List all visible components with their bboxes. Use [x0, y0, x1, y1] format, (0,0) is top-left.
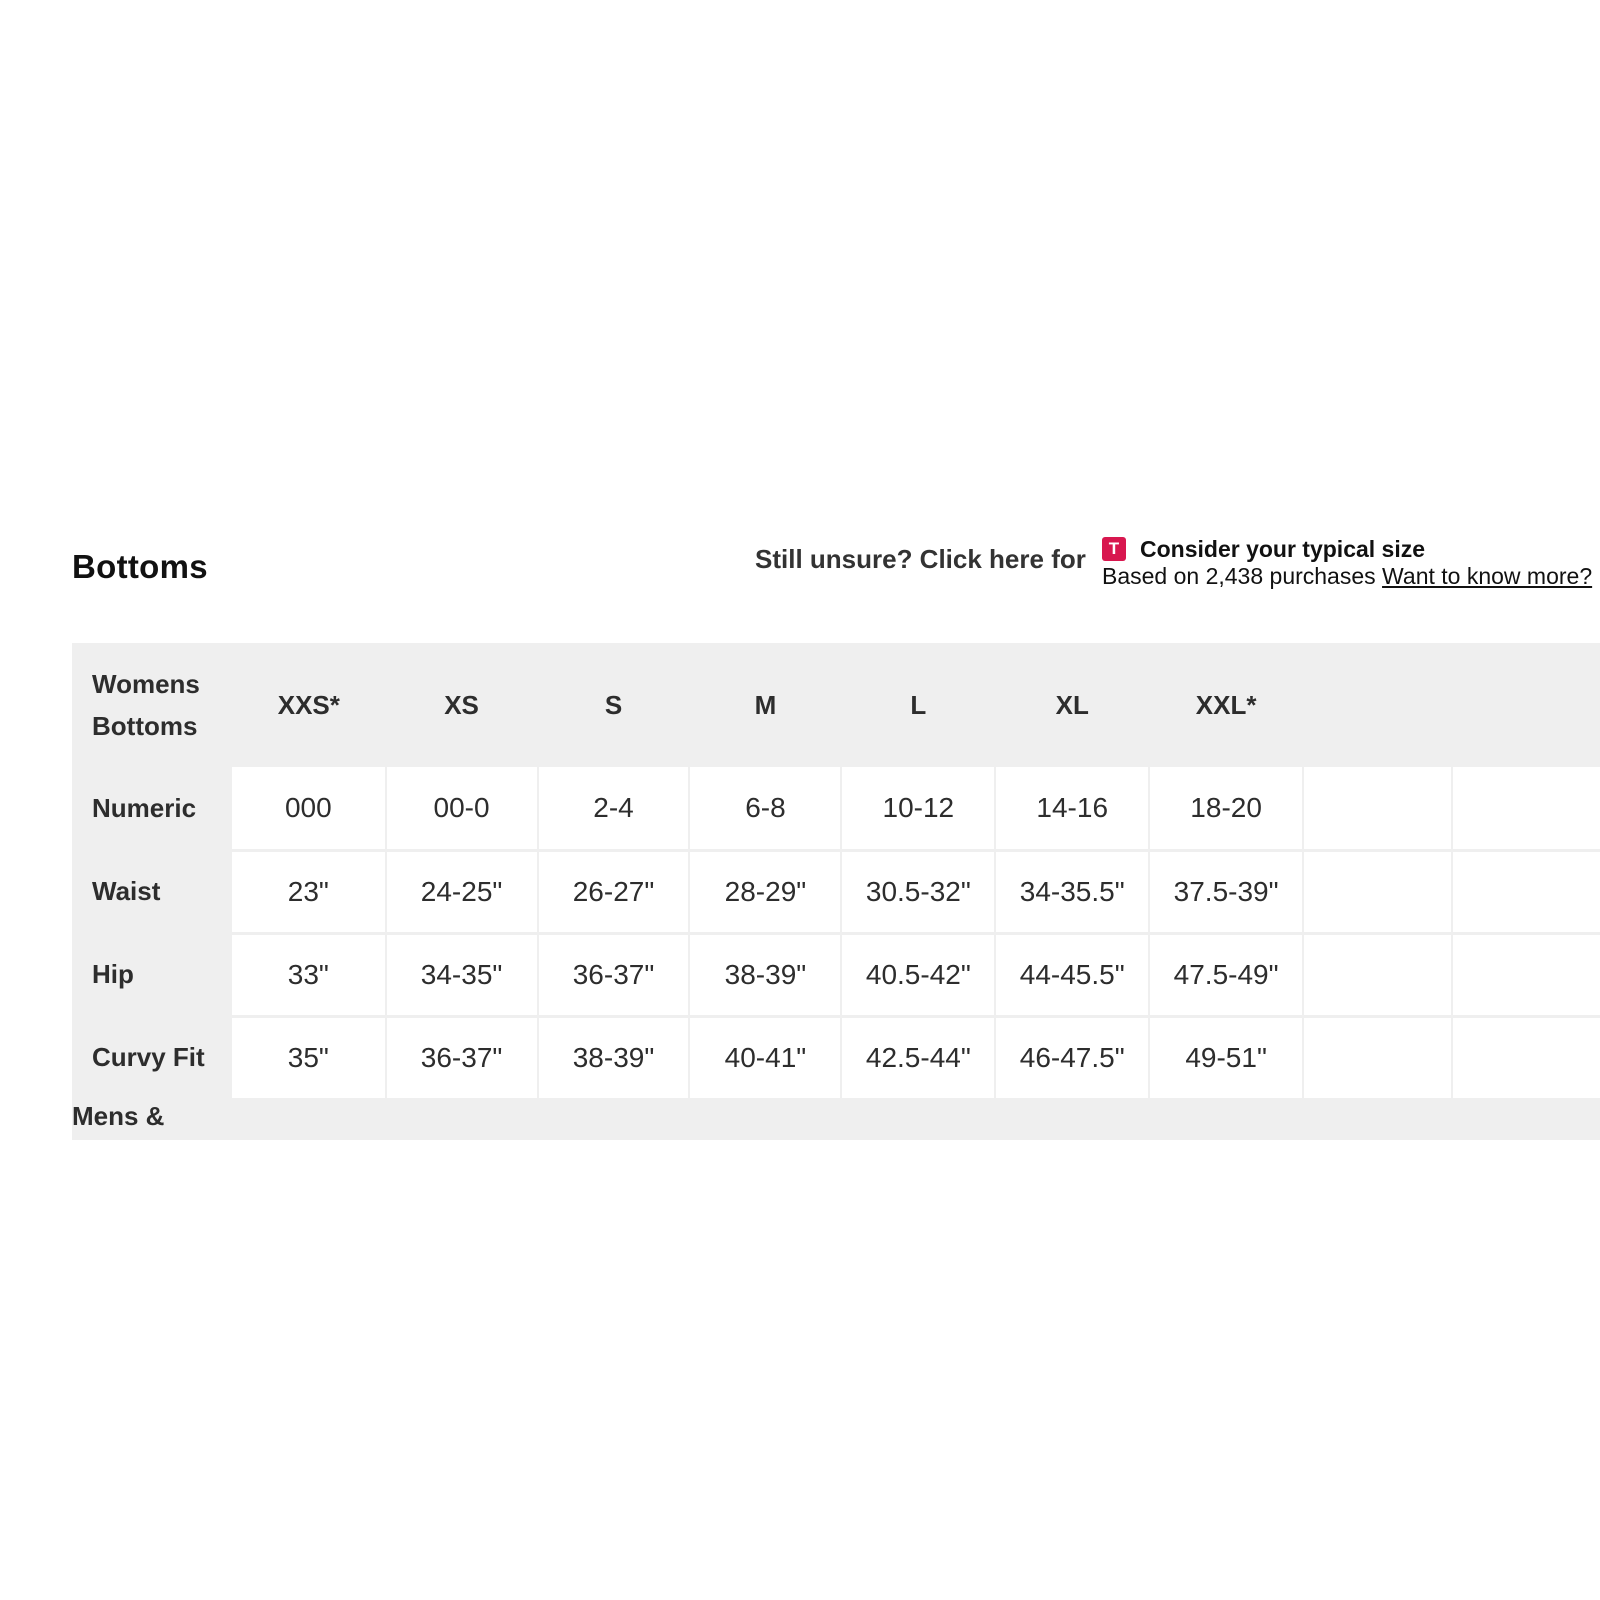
- table-cell: 36-37": [538, 933, 690, 1016]
- table-cell: 26-27": [538, 850, 690, 933]
- header-label: [72, 643, 232, 767]
- table-cell: 40.5-42": [841, 933, 995, 1016]
- next-section-label: Mens &: [72, 1100, 165, 1131]
- row-label: Hip: [72, 933, 232, 1016]
- size-table-container: [72, 643, 1600, 1140]
- table-cell: [1303, 767, 1451, 850]
- fit-helper-prompt: Still unsure? Click here for: [755, 544, 1086, 574]
- want-to-know-more-link[interactable]: Want to know more?: [1382, 563, 1593, 589]
- table-row: [72, 933, 1600, 1016]
- table-cell: 37.5-39": [1149, 850, 1303, 933]
- header-label-line2: Bottoms: [92, 711, 198, 741]
- table-cell: 14-16: [995, 767, 1149, 850]
- table-cell: 00-0: [386, 767, 538, 850]
- table-cell: 2-4: [538, 767, 690, 850]
- table-row: [72, 850, 1600, 933]
- section-title: Bottoms: [72, 548, 208, 585]
- table-cell: [1452, 933, 1600, 1016]
- table-cell: [1303, 850, 1451, 933]
- table-cell: [1452, 1016, 1600, 1099]
- table-cell: [1452, 850, 1600, 933]
- table-row: [72, 1016, 1600, 1099]
- size-table: [72, 643, 1600, 1140]
- table-row: [72, 767, 1600, 850]
- table-cell: 33": [232, 933, 386, 1016]
- table-cell: 46-47.5": [995, 1016, 1149, 1099]
- size-header: S: [538, 643, 690, 767]
- fit-helper-title: Consider your typical size: [1140, 535, 1426, 562]
- table-cell: 23": [232, 850, 386, 933]
- size-header: [1303, 643, 1451, 767]
- row-label: Waist: [72, 850, 232, 933]
- table-cell: 42.5-44": [841, 1016, 995, 1099]
- size-header: [1452, 643, 1600, 767]
- table-cell: 36-37": [386, 1016, 538, 1099]
- size-header: M: [689, 643, 841, 767]
- table-cell: 000: [232, 767, 386, 850]
- table-cell: 28-29": [689, 850, 841, 933]
- table-cell: 40-41": [689, 1016, 841, 1099]
- size-header: XS: [386, 643, 538, 767]
- table-cell: 34-35": [386, 933, 538, 1016]
- table-cell: 38-39": [538, 1016, 690, 1099]
- size-header: XL: [995, 643, 1149, 767]
- table-cell: 35": [232, 1016, 386, 1099]
- table-cell: 38-39": [689, 933, 841, 1016]
- fit-helper-widget[interactable]: [1102, 535, 1592, 590]
- table-cell: 10-12: [841, 767, 995, 850]
- table-cell: [1452, 767, 1600, 850]
- table-cell: 30.5-32": [841, 850, 995, 933]
- size-header: XXS*: [232, 643, 386, 767]
- brand-logo-icon: T: [1102, 537, 1126, 561]
- size-header: XXL*: [1149, 643, 1303, 767]
- table-cell: 47.5-49": [1149, 933, 1303, 1016]
- table-cell: [1303, 933, 1451, 1016]
- table-cell: 18-20: [1149, 767, 1303, 850]
- table-cell: 6-8: [689, 767, 841, 850]
- table-row-partial: [72, 1099, 1600, 1140]
- table-cell: 34-35.5": [995, 850, 1149, 933]
- table-cell: 49-51": [1149, 1016, 1303, 1099]
- fit-helper-basis: Based on 2,438 purchases: [1102, 563, 1376, 589]
- table-cell: 24-25": [386, 850, 538, 933]
- table-cell: 44-45.5": [995, 933, 1149, 1016]
- row-label: Curvy Fit: [72, 1016, 232, 1099]
- table-header-row: [72, 643, 1600, 767]
- row-label: Numeric: [72, 767, 232, 850]
- table-cell: [1303, 1016, 1451, 1099]
- size-header: L: [841, 643, 995, 767]
- header-label-line1: Womens: [92, 669, 200, 699]
